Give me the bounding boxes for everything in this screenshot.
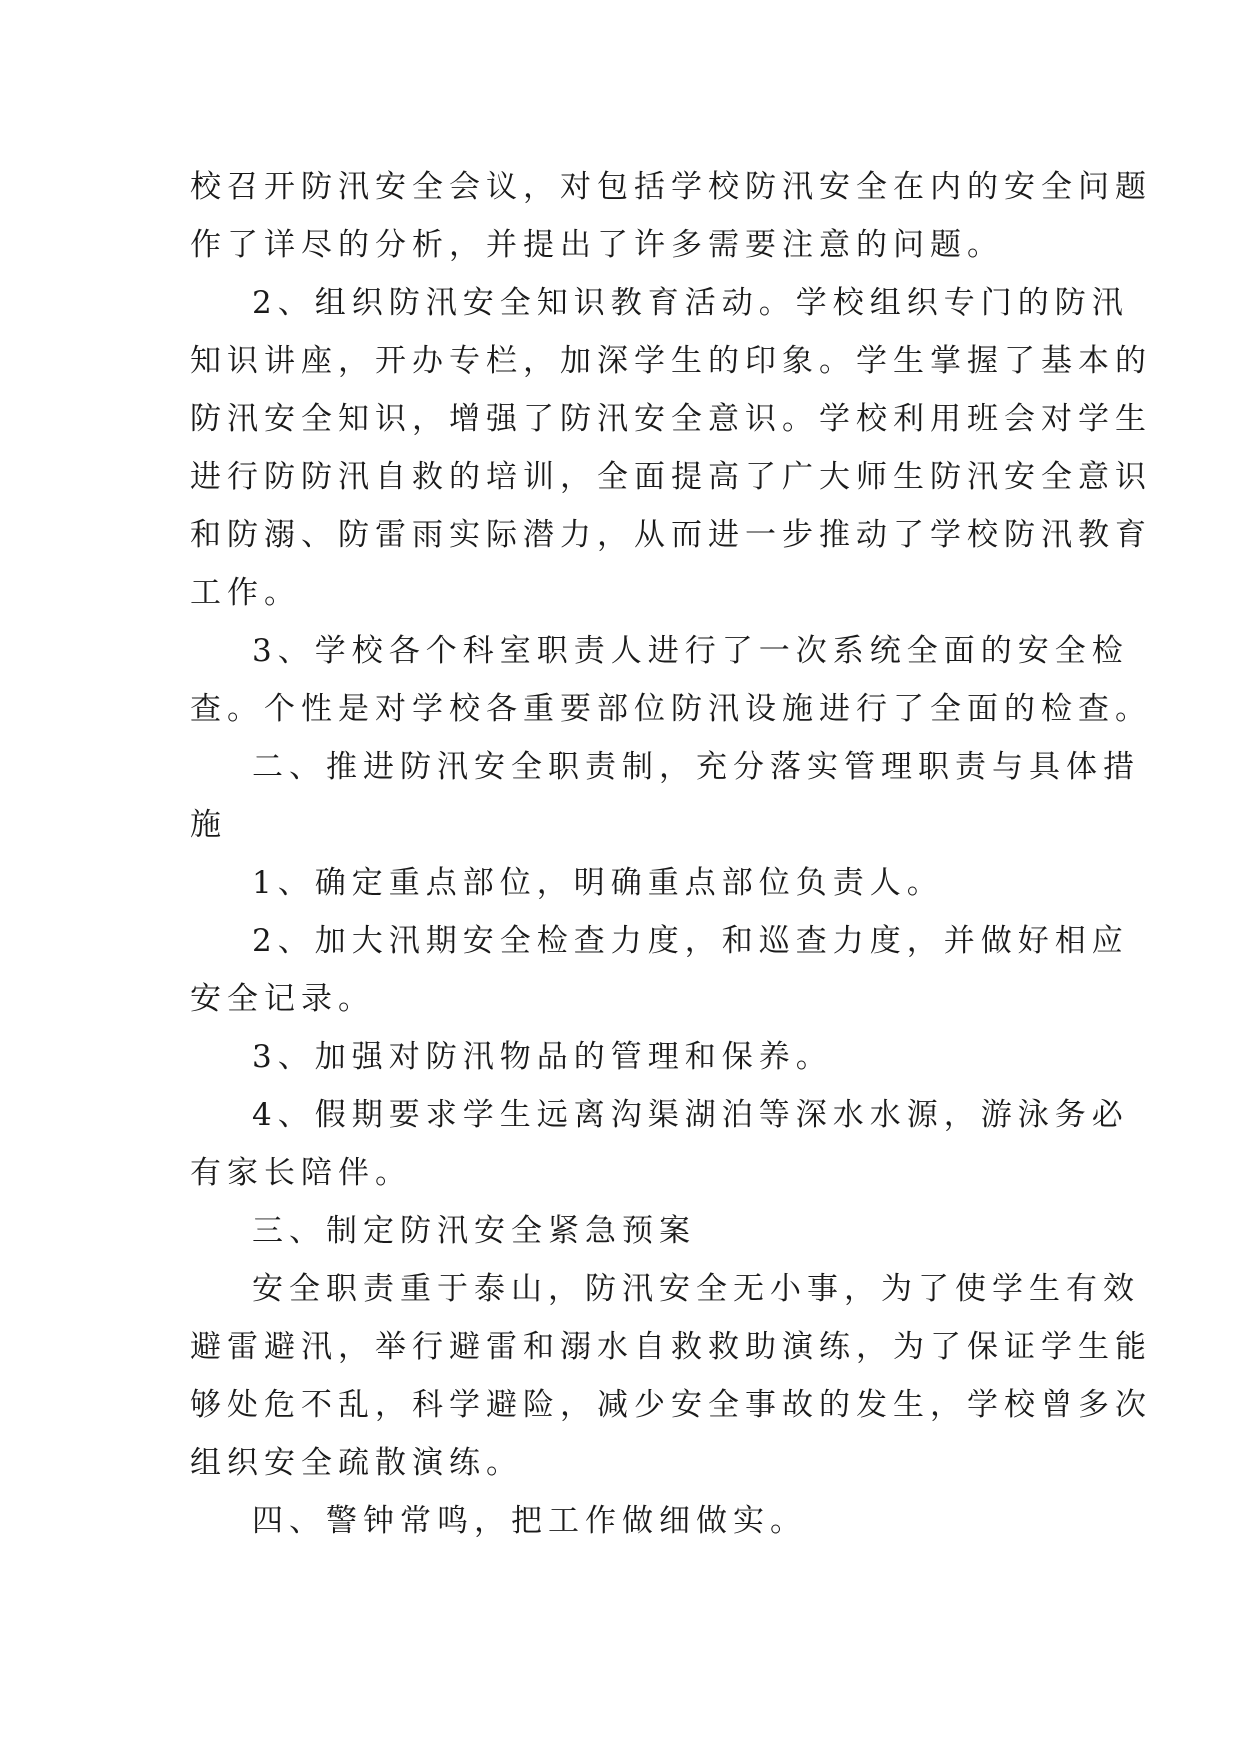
text-line: 避雷避汛，举行避雷和溺水自救救助演练，为了保证学生能 — [190, 1329, 1152, 1365]
text-line: 防汛安全知识，增强了防汛安全意识。学校利用班会对学生 — [190, 401, 1152, 437]
text-line: 进行防防汛自救的培训，全面提高了广大师生防汛安全意识 — [190, 459, 1152, 495]
text-line: 作了详尽的分析，并提出了许多需要注意的问题。 — [190, 227, 1004, 263]
text-line: 工作。 — [190, 575, 301, 611]
text-line: 够处危不乱，科学避险，减少安全事故的发生，学校曾多次 — [190, 1387, 1152, 1423]
text-line: 3、学校各个科室职责人进行了一次系统全面的安全检 — [252, 633, 1129, 669]
text-line: 安全记录。 — [190, 981, 375, 1017]
text-line: 有家长陪伴。 — [190, 1155, 412, 1191]
text-line: 组织安全疏散演练。 — [190, 1445, 523, 1481]
section-heading: 四、警钟常鸣，把工作做细做实。 — [252, 1503, 807, 1539]
text-line: 知识讲座，开办专栏，加深学生的印象。学生掌握了基本的 — [190, 343, 1152, 379]
text-line: 1、确定重点部位，明确重点部位负责人。 — [252, 865, 944, 901]
text-line: 2、组织防汛安全知识教育活动。学校组织专门的防汛 — [252, 285, 1129, 321]
text-line: 和防溺、防雷雨实际潜力，从而进一步推动了学校防汛教育 — [190, 517, 1152, 553]
section-heading: 施 — [190, 807, 227, 843]
text-line: 2、加大汛期安全检查力度，和巡查力度，并做好相应 — [252, 923, 1129, 959]
text-line: 安全职责重于泰山，防汛安全无小事，为了使学生有效 — [252, 1271, 1140, 1307]
text-line: 4、假期要求学生远离沟渠湖泊等深水水源，游泳务必 — [252, 1097, 1129, 1133]
text-line: 校召开防汛安全会议，对包括学校防汛安全在内的安全问题 — [190, 169, 1152, 205]
text-line: 3、加强对防汛物品的管理和保养。 — [252, 1039, 833, 1075]
section-heading: 二、推进防汛安全职责制，充分落实管理职责与具体措 — [252, 749, 1140, 785]
section-heading: 三、制定防汛安全紧急预案 — [252, 1213, 696, 1249]
text-line: 查。个性是对学校各重要部位防汛设施进行了全面的检查。 — [190, 691, 1152, 727]
